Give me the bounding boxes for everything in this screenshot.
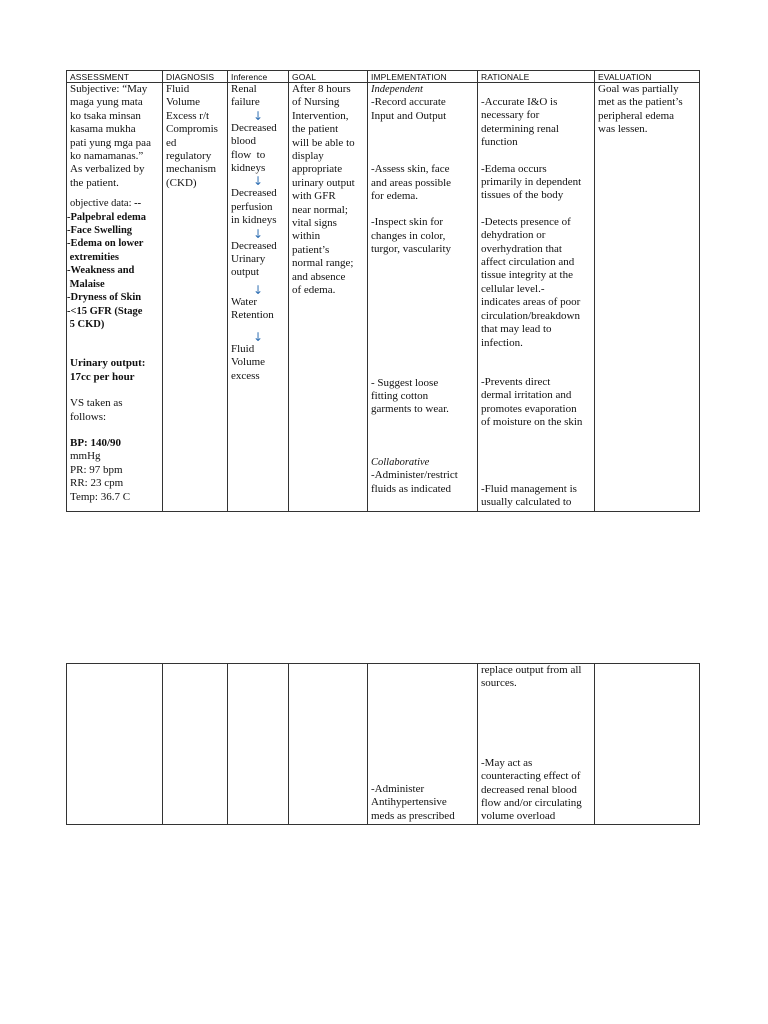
inference-step: Water Retention [231, 295, 274, 322]
goal-cell [289, 664, 368, 825]
inference-step: Decreased blood flow to kidneys [231, 121, 277, 175]
urinary-output: Urinary output: 17cc per hour [70, 357, 146, 383]
down-arrow-icon: ↓ [253, 108, 264, 123]
respiratory-rate: RR: 23 cpm [70, 477, 124, 490]
care-plan-table-page-1 [66, 70, 700, 512]
inference-cell [228, 83, 289, 512]
intervention: -Administer/restrict fluids as indicated [371, 469, 458, 495]
intervention: -Administer Antihypertensive meds as prescribed [371, 783, 455, 822]
header-implementation: IMPLEMENTATION [368, 71, 478, 83]
inference-step: Decreased perfusion in kidneys [231, 187, 277, 227]
rationale-cell [478, 664, 595, 825]
collaborative-label: Collaborative [371, 456, 430, 468]
inference-cell [228, 664, 289, 825]
implementation-cell [368, 83, 478, 512]
header-assessment: ASSESSMENT [67, 71, 163, 83]
evaluation-cell [595, 664, 700, 825]
diagnosis-cell [163, 664, 228, 825]
inference-step: Decreased Urinary output [231, 239, 277, 279]
diagnosis-cell: Fluid Volume Excess r/t Compromis ed regulatory mechanism (CKD) [163, 83, 228, 512]
down-arrow-icon: ↓ [253, 329, 264, 344]
assessment-cell [67, 83, 163, 512]
header-inference: Inference [228, 71, 289, 83]
objective-label: objective data: [70, 198, 132, 210]
down-arrow-icon: ↓ [253, 174, 264, 189]
intervention: -Record accurate Input and Output [371, 96, 447, 122]
intervention: -Inspect skin for changes in color, turgor, vascularity [371, 216, 452, 256]
independent-label: Independent [371, 84, 423, 95]
inference-step: Renal failure [231, 83, 260, 109]
down-arrow-icon: ↓ [253, 226, 264, 241]
header-rationale: RATIONALE [478, 71, 595, 83]
rationale-item: -Fluid management is usually calculated to [481, 482, 577, 508]
vital-signs: BP: 140/90 mmHg PR: 97 bpm RR: 23 cpm Temp: 36.7 C [70, 437, 162, 504]
vital-signs-label: VS taken as follows: [70, 397, 123, 423]
blood-pressure: BP: 140/90 [70, 436, 122, 449]
rationale-item: -May act as counteracting effect of decreased renal blood flow and/or circulating volume overload [481, 756, 582, 823]
header-evaluation: EVALUATION [595, 71, 700, 83]
rationale-item: -Edema occurs primarily in dependent tissues of the body [481, 162, 582, 202]
goal-cell: After 8 hours of Nursing Intervention, the patient will be able to display appropriate urinary output with GFR near normal; vital signs within patient’s normal range; and absence of edema. [289, 83, 368, 512]
rationale-item: replace output from all sources. [481, 664, 582, 690]
implementation-cell [368, 664, 478, 825]
temperature: Temp: 36.7 C [70, 490, 131, 503]
header-goal: GOAL [289, 71, 368, 83]
care-plan-table-page-2 [66, 663, 700, 825]
down-arrow-icon: ↓ [253, 282, 264, 297]
evaluation-cell: Goal was partially met as the patient’s peripheral edema was lessen. [595, 83, 700, 512]
header-diagnosis: DIAGNOSIS [163, 71, 228, 83]
rationale-item: -Accurate I&O is necessary for determining renal function [481, 96, 559, 149]
subjective-data: Subjective: “May maga yung mata ko tsaka minsan kasama mukha pati yung mga paa ko namamanas.” As verbalized by the patient. [70, 83, 151, 189]
objective-data: objective data: -- -Palpebral edema -Face Swelling -Edema on lower extremities -Weakness and Malaise -Dryness of Skin -<15 GFR (Stage 5 CKD) [67, 198, 147, 330]
rationale-item: -Detects presence of dehydration or overhydration that affect circulation and tissue integrity at the cellular level.- indicates areas of poor circulation/breakdown that may lead to infection. [481, 215, 581, 349]
pulse-rate: PR: 97 bpm [70, 463, 123, 476]
intervention: -Assess skin, face and areas possible for edema. [371, 163, 452, 203]
intervention: - Suggest loose fitting cotton garments to wear. [371, 376, 449, 416]
assessment-cell [67, 664, 163, 825]
rationale-item: -Prevents direct dermal irritation and promotes evaporation of moisture on the skin [481, 375, 583, 429]
inference-step: Fluid Volume excess [231, 342, 266, 382]
rationale-cell [478, 83, 595, 512]
